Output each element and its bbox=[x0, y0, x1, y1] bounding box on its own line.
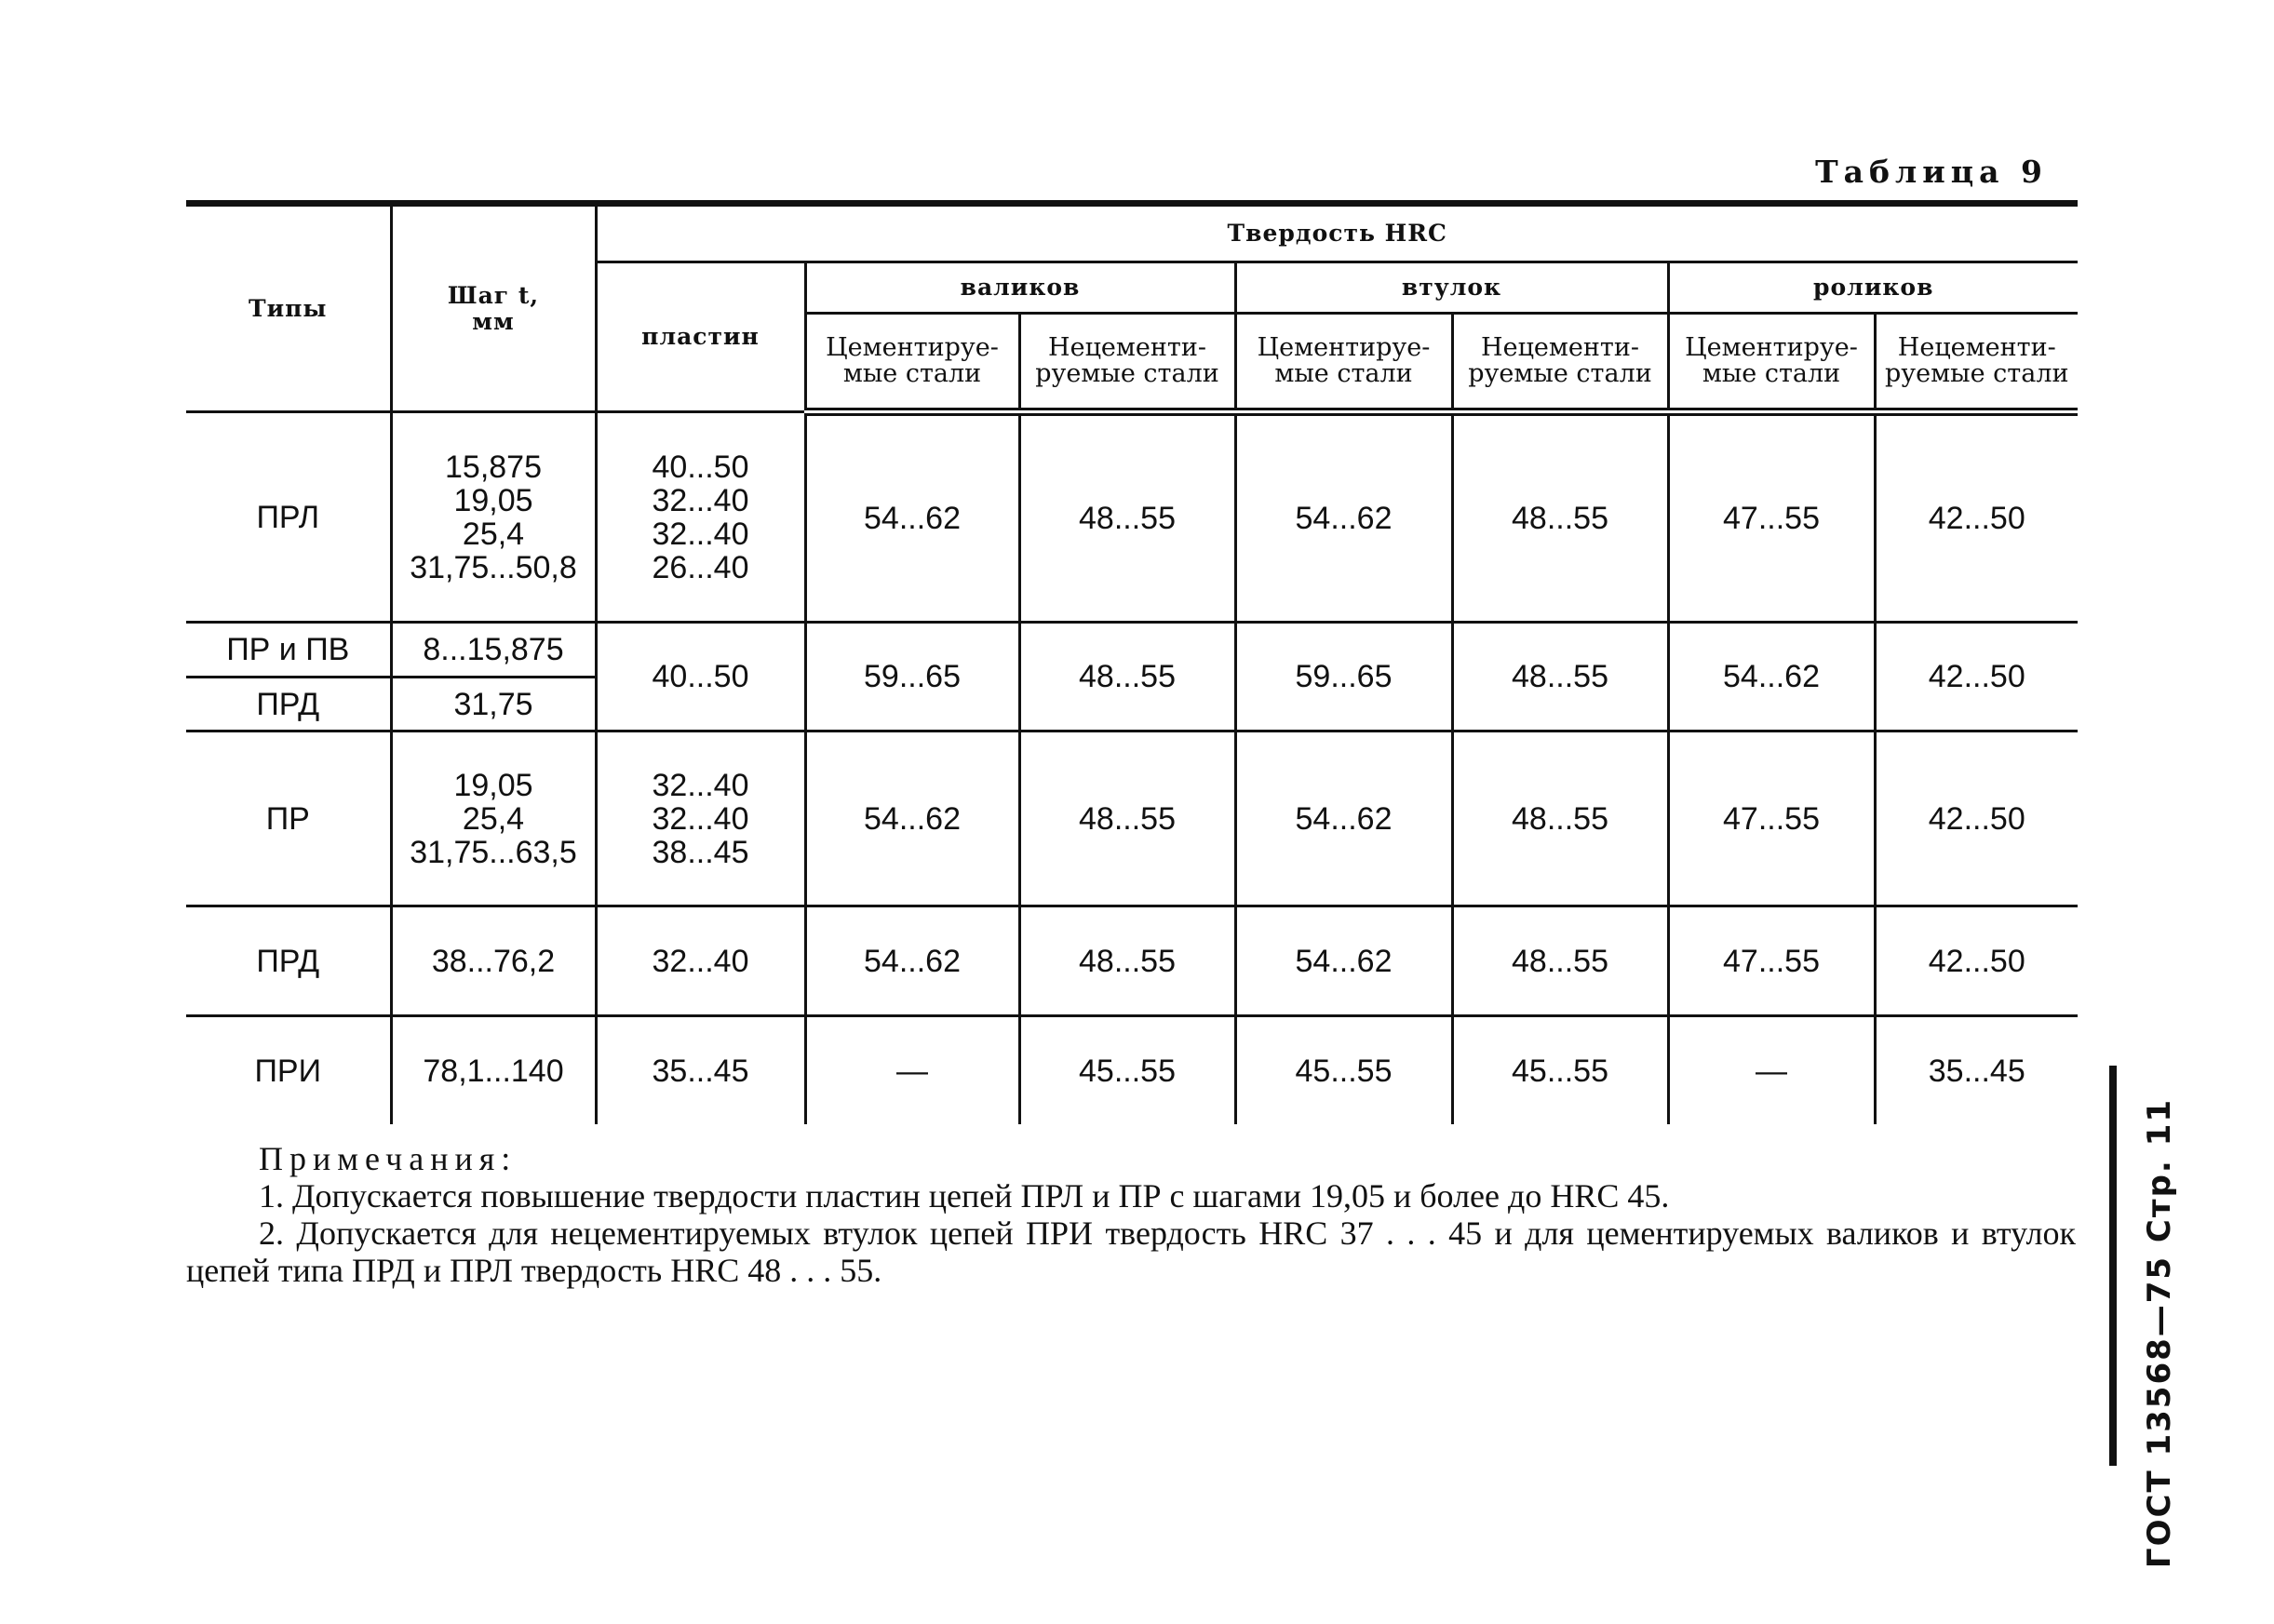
cell-pins-carburized: 54...62 bbox=[805, 731, 1019, 906]
cell-rollers-noncarburized: 42...50 bbox=[1875, 412, 2078, 623]
cell-rollers-noncarburized: 42...50 bbox=[1875, 623, 2078, 731]
header-rollers: роликов bbox=[1668, 262, 2078, 314]
cell-pins-noncarburized: 48...55 bbox=[1019, 623, 1235, 731]
table-row bbox=[186, 623, 2078, 678]
cell-plates: 32...40 bbox=[596, 906, 805, 1016]
header-types: Типы bbox=[186, 204, 391, 412]
cell-pins-noncarburized: 48...55 bbox=[1019, 906, 1235, 1016]
page-side-label: ГОСТ 13568—75 Стр. 11 bbox=[2141, 1098, 2178, 1569]
cell-bushings-noncarburized: 48...55 bbox=[1452, 906, 1668, 1016]
cell-rollers-carburized: 47...55 bbox=[1668, 412, 1875, 623]
cell-bushings-carburized: 54...62 bbox=[1235, 731, 1452, 906]
cell-type: ПРД bbox=[256, 943, 320, 979]
cell-bushings-carburized: 59...65 bbox=[1235, 623, 1452, 731]
cell-bushings-noncarburized: 48...55 bbox=[1452, 623, 1668, 731]
cell-pins-noncarburized: 45...55 bbox=[1019, 1016, 1235, 1125]
cell-rollers-carburized: 47...55 bbox=[1668, 906, 1875, 1016]
cell-pins-carburized: 54...62 bbox=[805, 906, 1019, 1016]
table-header bbox=[186, 204, 2078, 412]
cell-rollers-carburized: — bbox=[1668, 1016, 1875, 1125]
cell-type: ПРЛ bbox=[256, 499, 320, 535]
cell-rollers-carburized: 54...62 bbox=[1668, 623, 1875, 731]
header-rollers-noncarburized: Нецементи- руемые стали bbox=[1875, 314, 2078, 412]
table-row bbox=[186, 1016, 2078, 1125]
header-rollers-carburized: Цементируе- мые стали bbox=[1668, 314, 1875, 412]
cell-pitch: 8...15,875 bbox=[391, 623, 596, 678]
cell-pitch: 38...76,2 bbox=[391, 906, 596, 1016]
cell-rollers-noncarburized: 35...45 bbox=[1875, 1016, 2078, 1125]
cell-pins-carburized: 54...62 bbox=[805, 412, 1019, 623]
cell-plates: 40...50 32...40 32...40 26...40 bbox=[596, 412, 805, 623]
cell-bushings-carburized: 45...55 bbox=[1235, 1016, 1452, 1125]
header-bushings-noncarburized: Нецементи- руемые стали bbox=[1452, 314, 1668, 412]
note-item: 2. Допускается для нецементируемых втулок цепей ПРИ твердость HRC 37 . . . 45 и для цементируемых валиков и втулок цепей типа ПРД и ПРЛ твердость HRC 48 . . . 55. bbox=[186, 1215, 2076, 1289]
cell-plates: 40...50 bbox=[596, 623, 805, 731]
cell-type: ПРИ bbox=[254, 1053, 322, 1089]
cell-pitch: 15,875 19,05 25,4 31,75...50,8 bbox=[391, 412, 596, 623]
cell-rollers-noncarburized: 42...50 bbox=[1875, 731, 2078, 906]
cell-bushings-noncarburized: 48...55 bbox=[1452, 412, 1668, 623]
header-pins-noncarburized: Нецементи- руемые стали bbox=[1019, 314, 1235, 412]
cell-pins-carburized: 59...65 bbox=[805, 623, 1019, 731]
cell-pins-carburized: — bbox=[805, 1016, 1019, 1125]
cell-rollers-carburized: 47...55 bbox=[1668, 731, 1875, 906]
note-item: 1. Допускается повышение твердости пластин цепей ПРЛ и ПР с шагами 19,05 и более до HRC 45. bbox=[259, 1177, 1670, 1215]
cell-plates: 35...45 bbox=[596, 1016, 805, 1125]
cell-pitch: 19,05 25,4 31,75...63,5 bbox=[391, 731, 596, 906]
cell-pitch: 31,75 bbox=[391, 678, 596, 731]
cell-type: ПР bbox=[265, 800, 310, 837]
cell-bushings-noncarburized: 45...55 bbox=[1452, 1016, 1668, 1125]
table-caption: Таблица 9 bbox=[1815, 154, 2048, 190]
cell-bushings-carburized: 54...62 bbox=[1235, 412, 1452, 623]
cell-pins-noncarburized: 48...55 bbox=[1019, 731, 1235, 906]
cell-bushings-noncarburized: 48...55 bbox=[1452, 731, 1668, 906]
table-row bbox=[186, 906, 2078, 1016]
cell-bushings-carburized: 54...62 bbox=[1235, 906, 1452, 1016]
cell-pitch: 78,1...140 bbox=[391, 1016, 596, 1125]
header-bushings-carburized: Цементируе- мые стали bbox=[1235, 314, 1452, 412]
header-pins: валиков bbox=[805, 262, 1235, 314]
hardness-table bbox=[186, 200, 2078, 1124]
cell-rollers-noncarburized: 42...50 bbox=[1875, 906, 2078, 1016]
table-row bbox=[186, 731, 2078, 906]
cell-pins-noncarburized: 48...55 bbox=[1019, 412, 1235, 623]
cell-type: ПРД bbox=[256, 686, 320, 722]
header-pitch: Шаг t, мм bbox=[391, 204, 596, 412]
header-hardness: Твердость HRC bbox=[596, 204, 2078, 262]
table-row bbox=[186, 412, 2078, 623]
notes-section bbox=[186, 1140, 2076, 1289]
cell-type: ПР и ПВ bbox=[226, 632, 350, 667]
cell-plates: 32...40 32...40 38...45 bbox=[596, 731, 805, 906]
header-bushings: втулок bbox=[1235, 262, 1668, 314]
notes-title: Примечания: bbox=[259, 1140, 518, 1177]
header-plates: пластин bbox=[596, 262, 805, 412]
header-pins-carburized: Цементируе- мые стали bbox=[805, 314, 1019, 412]
